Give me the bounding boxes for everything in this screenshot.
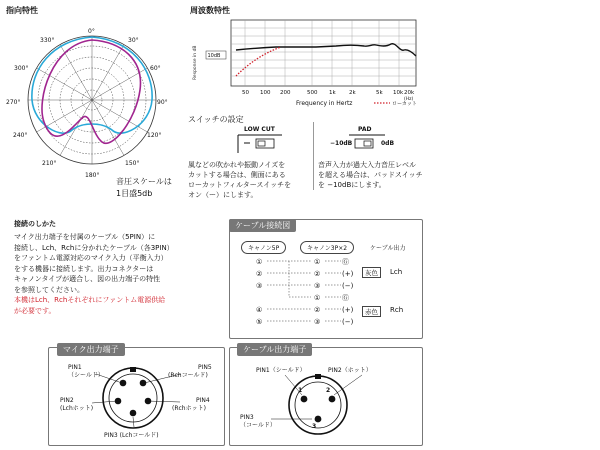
connect-line-1: マイク出力端子を付属のケーブル（5PIN）に: [14, 233, 156, 241]
connect-line-2: 接続し、Lch、Rchに分かれたケーブル（各3PIN）: [14, 243, 174, 252]
left-pin-4: ④: [256, 306, 263, 314]
freq-curve-lowcut: [236, 47, 281, 76]
freq-legend-text: ローカット: [392, 101, 417, 107]
symbol-l-hot: (+): [342, 270, 354, 278]
symbol-l-cold: (−): [342, 282, 354, 290]
cable-pin1-number: 1: [298, 387, 303, 394]
left-pin-1: ①: [256, 258, 263, 266]
polar-title: 指向特性: [6, 6, 38, 15]
connect-line-6: を参照してください。: [14, 285, 84, 294]
pad-line-3: を −10dBにします。: [318, 181, 386, 189]
pad-description: [318, 160, 443, 190]
connect-warning-2: が必要です。: [14, 306, 56, 315]
connect-title: 接続のしかた: [14, 220, 56, 228]
mic-pin1-desc: （シールド）: [68, 372, 104, 379]
freq-tick-100: 100: [260, 90, 271, 96]
polar-angle-90: 90°: [157, 99, 168, 106]
right-pin-column: [314, 256, 320, 328]
cable-pin2-number: 2: [326, 387, 331, 394]
left-plug-label: キャノン5P: [241, 241, 286, 254]
freq-tick-1k: 1k: [329, 90, 336, 96]
lowcut-line-2: カットする場合は、側面にある: [188, 171, 286, 179]
mic-pin4-label: [172, 397, 210, 413]
mic-pin2-name: PIN2: [60, 397, 74, 404]
freq-ref-label: 10dB: [207, 53, 221, 59]
pad-line-1: 音声入力が過大入力音圧レベル: [318, 161, 416, 169]
left-pin-column: [256, 256, 262, 328]
mic-pin2-desc: (Lchホット): [60, 405, 94, 412]
freq-response-chart: [186, 14, 420, 112]
polar-angle-120: 120°: [147, 132, 162, 139]
freq-tick-10k: 10k: [393, 90, 404, 96]
cable-pin1-label: PIN1（シールド）: [256, 367, 306, 374]
polar-angle-0: 0°: [88, 28, 95, 35]
symbol-l-ground: Ⓖ: [342, 258, 349, 266]
polar-angle-300: 300°: [14, 65, 29, 72]
left-pin-5: ⑤: [256, 318, 263, 326]
lowcut-switch-knob: [258, 141, 265, 146]
switch-divider: [313, 122, 314, 190]
mic-terminal-title: マイク出力端子: [57, 343, 125, 356]
lowcut-line-1: 風などの吹かれや振動ノイズを: [188, 161, 286, 169]
lowcut-label: LOW CUT: [244, 126, 275, 133]
right-pin-r3: ③: [314, 318, 321, 326]
lowcut-description: [188, 160, 308, 200]
right-pin-l1: ①: [314, 258, 321, 266]
mic-pin4-name: PIN4: [196, 397, 210, 404]
polar-scale-note-1: 音圧スケールは: [116, 177, 172, 186]
mic-pin4-desc: (Rchホット): [172, 405, 206, 412]
connect-line-3: をファントム電源対応のマイク入力（平衡入力）: [14, 254, 168, 262]
polar-angle-270: 270°: [6, 99, 21, 106]
cable-terminal-title: ケーブル出力端子: [237, 343, 312, 356]
white-wire-tag: 灰色: [362, 267, 381, 278]
cable-pin3-desc: （コールド）: [240, 422, 276, 429]
polar-angle-150: 150°: [125, 160, 140, 167]
freq-x-unit: (Hz): [404, 97, 414, 102]
pad-label: PAD: [358, 126, 372, 133]
lowcut-line-4: オン（ー）にします。: [188, 191, 258, 199]
polar-angle-330: 330°: [40, 37, 55, 44]
cable-pin3-name: PIN3: [240, 414, 254, 421]
lch-label: Lch: [390, 268, 403, 276]
freq-tick-200: 200: [280, 90, 291, 96]
cable-pin3-number: 3: [312, 423, 317, 430]
right-pin-r2: ②: [314, 306, 321, 314]
right-pin-r1: ①: [314, 294, 321, 302]
freq-y-label: Response in dB: [193, 45, 198, 80]
symbol-r-hot: (+): [342, 306, 354, 314]
connect-text: [14, 232, 224, 316]
connect-line-4: をする機器に接続します。出力コネクターは: [14, 264, 154, 273]
symbol-r-cold: (−): [342, 318, 354, 326]
symbol-column: [342, 256, 353, 328]
right-pin-l2: ②: [314, 270, 321, 278]
polar-curve-magenta: [42, 40, 140, 143]
lowcut-line-3: ローカットフィルタースイッチを: [188, 181, 292, 189]
pad-line-2: を超える場合は、パッドスイッチ: [318, 171, 423, 179]
polar-angle-240: 240°: [13, 132, 28, 139]
lowcut-switch-diagram: [236, 133, 286, 155]
red-wire-tag: 赤色: [362, 306, 381, 317]
mic-pin5-label: [168, 364, 212, 380]
polar-scale-note-2: 1目盛5db: [116, 189, 153, 198]
mic-pin3-label: PIN3 (Lchコールド): [104, 432, 159, 439]
polar-angle-60: 60°: [150, 65, 161, 72]
pad-switch-knob: [364, 141, 371, 146]
mic-pin2-label: [60, 397, 93, 413]
freq-tick-20k: 20k: [404, 90, 415, 96]
right-pin-l3: ③: [314, 282, 321, 290]
freq-curve-flat: [236, 44, 416, 56]
freq-title: 周波数特性: [190, 6, 230, 15]
mic-pin1-name: PIN1: [68, 364, 82, 371]
polar-angle-180: 180°: [85, 172, 100, 179]
symbol-r-ground: Ⓖ: [342, 294, 349, 302]
freq-tick-500: 500: [307, 90, 318, 96]
right-plug-label: キャノン3P×2: [300, 241, 354, 254]
connect-line-5: キャノンタイプが適合し、図の出力端子の特性: [14, 275, 161, 283]
cable-pin2-label: PIN2（ホット）: [328, 367, 372, 374]
polar-angle-210: 210°: [42, 160, 57, 167]
rch-label: Rch: [390, 306, 404, 314]
polar-angle-30: 30°: [128, 37, 139, 44]
left-pin-2: ②: [256, 270, 263, 278]
mic-pin5-desc: (Rchコールド): [168, 372, 208, 379]
mic-pin5-name: PIN5: [198, 364, 212, 371]
pad-left-label: −10dB: [330, 140, 353, 147]
freq-tick-5k: 5k: [376, 90, 383, 96]
cable-pin3-label: [240, 414, 276, 430]
mic-pin1-label: [68, 364, 104, 380]
freq-tick-2k: 2k: [349, 90, 356, 96]
polar-pattern-chart: [0, 14, 180, 184]
switch-title: スイッチの設定: [188, 115, 244, 124]
pad-right-label: 0dB: [381, 140, 395, 147]
freq-tick-50: 50: [242, 90, 249, 96]
cable-output-label: ケーブル出力: [370, 245, 406, 252]
freq-x-label: Frequency in Hertz: [296, 100, 353, 107]
cable-diagram-title: ケーブル接続図: [229, 219, 296, 232]
connect-warning-1: 本機はLch、Rchそれぞれにファントム電源供給: [14, 296, 166, 304]
left-pin-3: ③: [256, 282, 263, 290]
